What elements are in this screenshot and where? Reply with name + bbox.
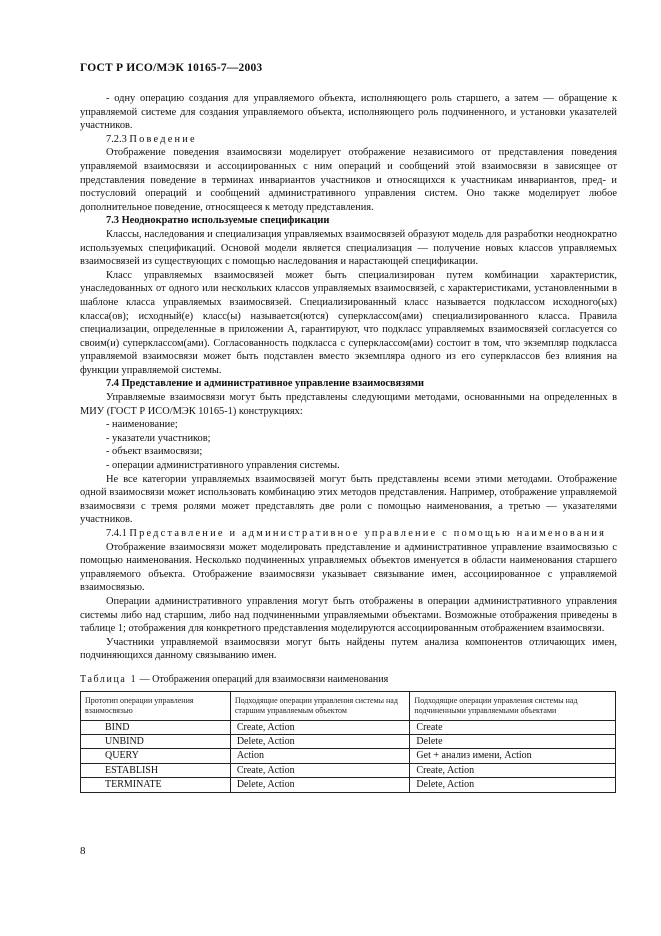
- table-cell: Delete, Action: [410, 778, 616, 792]
- table-row: [81, 763, 616, 777]
- table-cell: Delete: [410, 734, 616, 748]
- list-item: - указатели участников;: [106, 432, 211, 444]
- table-cell: Get + анализ имени, Action: [410, 749, 616, 763]
- table-row: [81, 720, 616, 734]
- table-cell: Action: [230, 749, 410, 763]
- document-header: ГОСТ Р ИСО/МЭК 10165-7—2003: [80, 62, 263, 74]
- page-number: 8: [80, 845, 86, 857]
- section-heading-7-4-1: [80, 527, 617, 541]
- table-header-row: [81, 691, 616, 720]
- table-caption-text: — Отображения операций для взаимосвязи наименования: [139, 673, 389, 685]
- table-caption-label: Таблица 1: [80, 673, 138, 685]
- paragraph: Управляемые взаимосвязи могут быть представлены следующими методами, основанными на определенных в МИУ (ГОСТ Р ИСО/МЭК 10165-1) конструкциях:: [80, 392, 617, 417]
- table-cell: Create, Action: [230, 720, 410, 734]
- section-title: Представление и административное управление с помощью наименования: [129, 528, 607, 539]
- paragraph: Отображение поведения взаимосвязи моделирует отображение независимого от представления поведения управляемой взаимосвязи и ассоциированных с ним операций и сообщений этой взаимосвязи в зависящее от представления поведение в терминах инвариантов участников и относящихся к участникам инвариантов, пред- и постусловий операций и сообщений административного управления систем. Оно также моделирует любое дополнительное поведение, относящееся к методу представления.: [80, 147, 617, 213]
- table-row: [81, 749, 616, 763]
- table-cell: Create, Action: [230, 763, 410, 777]
- list-item: - операции административного управления системы.: [106, 460, 340, 472]
- paragraph: Операции административного управления могут быть отображены в операции административного управления системы либо над старшим, либо над подчиненными управляемыми объектами. Возможные отображения приведены в таблице 1; отображения для конкретного представления моделируются ассоциированным отображением взаимосвязи.: [80, 595, 617, 635]
- column-header: Подходящие операции управления системы над подчиненными управляемыми объектами: [410, 691, 616, 720]
- column-header: Прототип операции управления взаимосвязью: [81, 691, 231, 720]
- section-heading-7-2-3: [80, 133, 617, 147]
- table-cell: Delete, Action: [230, 734, 410, 748]
- paragraph: Участники управляемой взаимосвязи могут быть найдены путем анализа компонентов отличающих имен, подчиняющихся данному связыванию имен.: [80, 636, 617, 662]
- section-heading-7-3: 7.3 Неоднократно используемые спецификации: [106, 215, 330, 227]
- table-row: [81, 778, 616, 792]
- table-cell: TERMINATE: [81, 778, 231, 792]
- column-header: Подходящие операции управления системы над старшим управляемым объектом: [230, 691, 410, 720]
- paragraph: Не все категории управляемых взаимосвязей могут быть представлены всеми этими методами. Отображение одной взаимосвязи может использовать комбинацию этих методов представления. Например, отображение управляемой взаимосвязи с тремя ролями может представлять две роли с помощью наименования, а третью — указателями участников.: [80, 473, 617, 526]
- paragraph: Класс управляемых взаимосвязей может быть специализирован путем комбинации характеристик, унаследованных от одного или нескольких классов управляемых взаимосвязей, с характеристиками, установленными в шаблоне класса управляемых взаимосвязей. Специализированный класс называется подклассом исходного(ых) класса(ов); исходный(е) класс(ы) называется(ются) суперклассом(ами) специализированного класса. Правила специализации, определенные в приложении А, гарантируют, что подкласс управляемых взаимосвязей согласуется со своим(и) суперклассом(ами). Согласованность подкласса с суперклассом(ами) состоит в том, что экземпляр подкласса управляемой взаимосвязи может быть подставлен вместо экземпляра одного из его суперклассов без влияния на функции управляемой системы.: [80, 269, 617, 376]
- paragraph: - одну операцию создания для управляемого объекта, исполняющего роль старшего, а затем — обращение к управляемой системе для создания управляемого объекта, исполняющего роль подчиненного, и установки указателей участников.: [80, 93, 617, 132]
- paragraph: Классы, наследования и специализация управляемых взаимосвязей образуют модель для разработки неоднократно используемых спецификаций. Основой модели является специализация — получение новых классов управляемых взаимосвязей из существующих с помощью наследования и нарастающей спецификации.: [80, 228, 617, 268]
- table-cell: UNBIND: [81, 734, 231, 748]
- section-number: 7.2.3: [106, 133, 127, 145]
- table-cell: Create, Action: [410, 763, 616, 777]
- document-body: [80, 92, 617, 793]
- section-number: 7.4.1: [106, 528, 127, 539]
- mapping-table: [80, 691, 616, 793]
- table-row: [81, 734, 616, 748]
- table-cell: Create: [410, 720, 616, 734]
- paragraph: Отображение взаимосвязи может моделировать представление и административное управление взаимосвязью с помощью наименования. Несколько подчиненных управляемых объектов именуется в области наименования старшего управляемого объекта. Отображение взаимосвязи указывает связывание имен, ассоциированное с управляемой взаимосвязью.: [80, 541, 617, 594]
- list-item: - объект взаимосвязи;: [106, 446, 203, 458]
- table-cell: ESTABLISH: [81, 763, 231, 777]
- section-title: Поведение: [129, 133, 197, 145]
- table-cell: QUERY: [81, 749, 231, 763]
- section-heading-7-4: 7.4 Представление и административное управление взаимосвязями: [106, 378, 424, 390]
- table-caption: [80, 673, 617, 687]
- table-cell: Delete, Action: [230, 778, 410, 792]
- list-item: - наименование;: [106, 419, 178, 431]
- table-cell: BIND: [81, 720, 231, 734]
